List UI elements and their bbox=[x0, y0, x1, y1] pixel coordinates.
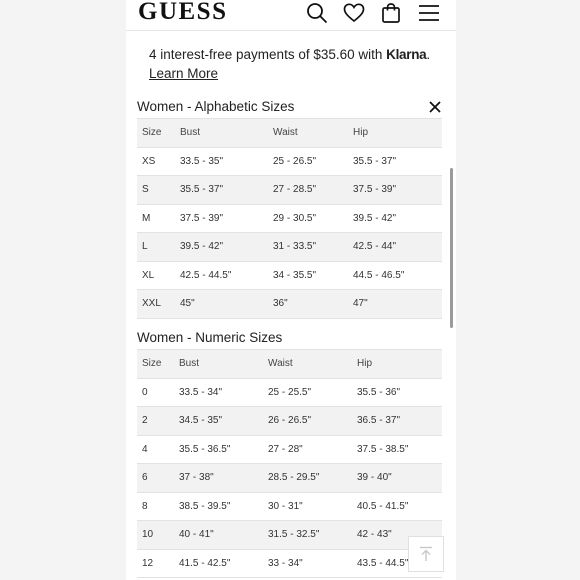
column-header-waist: Waist bbox=[263, 350, 352, 379]
table-row bbox=[137, 492, 442, 521]
hip-cell: 44.5 - 46.5" bbox=[348, 261, 442, 290]
waist-cell: 25 - 26.5" bbox=[268, 147, 348, 176]
alphabetic-sizes-title: Women - Alphabetic Sizes bbox=[137, 99, 295, 114]
table-row bbox=[137, 176, 442, 205]
size-cell: L bbox=[137, 233, 175, 262]
alphabetic-size-table bbox=[137, 118, 442, 319]
size-cell: 2 bbox=[137, 407, 174, 436]
arrow-up-icon bbox=[419, 546, 433, 562]
table-row bbox=[137, 549, 442, 578]
search-icon[interactable] bbox=[306, 2, 328, 24]
table-row bbox=[137, 261, 442, 290]
table-row bbox=[137, 378, 442, 407]
column-header-bust: Bust bbox=[174, 350, 263, 379]
waist-cell: 31 - 33.5" bbox=[268, 233, 348, 262]
hamburger-menu-icon[interactable] bbox=[418, 2, 440, 24]
scrollbar-thumb[interactable] bbox=[450, 168, 453, 328]
table-row bbox=[137, 464, 442, 493]
size-cell: 4 bbox=[137, 435, 174, 464]
bust-cell: 33.5 - 35" bbox=[175, 147, 268, 176]
bust-cell: 45" bbox=[175, 290, 268, 319]
heart-icon[interactable] bbox=[343, 2, 365, 24]
size-cell: XS bbox=[137, 147, 175, 176]
hip-cell: 42.5 - 44" bbox=[348, 233, 442, 262]
size-cell: 8 bbox=[137, 492, 174, 521]
klarna-promo-text: 4 interest-free payments of $35.60 with bbox=[149, 47, 387, 62]
bust-cell: 39.5 - 42" bbox=[175, 233, 268, 262]
bust-cell: 41.5 - 42.5" bbox=[174, 549, 263, 578]
klarna-promo-suffix: . bbox=[426, 47, 431, 62]
waist-cell: 33 - 34" bbox=[263, 549, 352, 578]
hip-cell: 37.5 - 38.5" bbox=[352, 435, 442, 464]
table-row bbox=[137, 233, 442, 262]
hip-cell: 39 - 40" bbox=[352, 464, 442, 493]
hip-cell: 35.5 - 36" bbox=[352, 378, 442, 407]
waist-cell: 29 - 30.5" bbox=[268, 204, 348, 233]
column-header-hip: Hip bbox=[352, 350, 442, 379]
size-cell: 12 bbox=[137, 549, 174, 578]
bust-cell: 34.5 - 35" bbox=[174, 407, 263, 436]
bust-cell: 37 - 38" bbox=[174, 464, 263, 493]
waist-cell: 25 - 25.5" bbox=[263, 378, 352, 407]
bust-cell: 35.5 - 37" bbox=[175, 176, 268, 205]
column-header-bust: Bust bbox=[175, 119, 268, 148]
table-row bbox=[137, 435, 442, 464]
hip-cell: 40.5 - 41.5" bbox=[352, 492, 442, 521]
waist-cell: 34 - 35.5" bbox=[268, 261, 348, 290]
size-cell: 0 bbox=[137, 378, 174, 407]
size-cell: S bbox=[137, 176, 175, 205]
size-cell: 10 bbox=[137, 521, 174, 550]
klarna-promo bbox=[149, 47, 430, 62]
hip-cell: 36.5 - 37" bbox=[352, 407, 442, 436]
column-header-size: Size bbox=[137, 350, 174, 379]
hip-cell: 35.5 - 37" bbox=[348, 147, 442, 176]
table-row bbox=[137, 521, 442, 550]
hip-cell: 37.5 - 39" bbox=[348, 176, 442, 205]
column-header-size: Size bbox=[137, 119, 175, 148]
guess-logo[interactable]: GUESS bbox=[138, 0, 228, 25]
waist-cell: 26 - 26.5" bbox=[263, 407, 352, 436]
mobile-page bbox=[126, 0, 456, 580]
bust-cell: 37.5 - 39" bbox=[175, 204, 268, 233]
waist-cell: 27 - 28" bbox=[263, 435, 352, 464]
column-header-waist: Waist bbox=[268, 119, 348, 148]
table-header-row bbox=[137, 119, 442, 148]
bust-cell: 33.5 - 34" bbox=[174, 378, 263, 407]
shopping-bag-icon[interactable] bbox=[380, 2, 402, 24]
table-header-row bbox=[137, 350, 442, 379]
bust-cell: 38.5 - 39.5" bbox=[174, 492, 263, 521]
waist-cell: 30 - 31" bbox=[263, 492, 352, 521]
back-to-top-button[interactable] bbox=[408, 536, 444, 572]
bust-cell: 40 - 41" bbox=[174, 521, 263, 550]
hip-cell: 47" bbox=[348, 290, 442, 319]
close-icon[interactable] bbox=[427, 99, 443, 115]
waist-cell: 27 - 28.5" bbox=[268, 176, 348, 205]
hip-cell: 42 - 43" bbox=[352, 521, 442, 550]
size-cell: XL bbox=[137, 261, 175, 290]
size-cell: 6 bbox=[137, 464, 174, 493]
hip-cell: 39.5 - 42" bbox=[348, 204, 442, 233]
learn-more-link[interactable]: Learn More bbox=[149, 66, 219, 81]
table-row bbox=[137, 407, 442, 436]
hip-cell: 43.5 - 44.5" bbox=[352, 549, 442, 578]
table-row bbox=[137, 147, 442, 176]
column-header-hip: Hip bbox=[348, 119, 442, 148]
size-cell: XXL bbox=[137, 290, 175, 319]
waist-cell: 36" bbox=[268, 290, 348, 319]
bust-cell: 42.5 - 44.5" bbox=[175, 261, 268, 290]
waist-cell: 28.5 - 29.5" bbox=[263, 464, 352, 493]
size-cell: M bbox=[137, 204, 175, 233]
table-row bbox=[137, 204, 442, 233]
klarna-logo: Klarna bbox=[386, 47, 427, 62]
bust-cell: 35.5 - 36.5" bbox=[174, 435, 263, 464]
numeric-sizes-title: Women - Numeric Sizes bbox=[137, 330, 283, 345]
numeric-size-table bbox=[137, 349, 442, 578]
site-header bbox=[126, 0, 456, 31]
table-row bbox=[137, 290, 442, 319]
waist-cell: 31.5 - 32.5" bbox=[263, 521, 352, 550]
